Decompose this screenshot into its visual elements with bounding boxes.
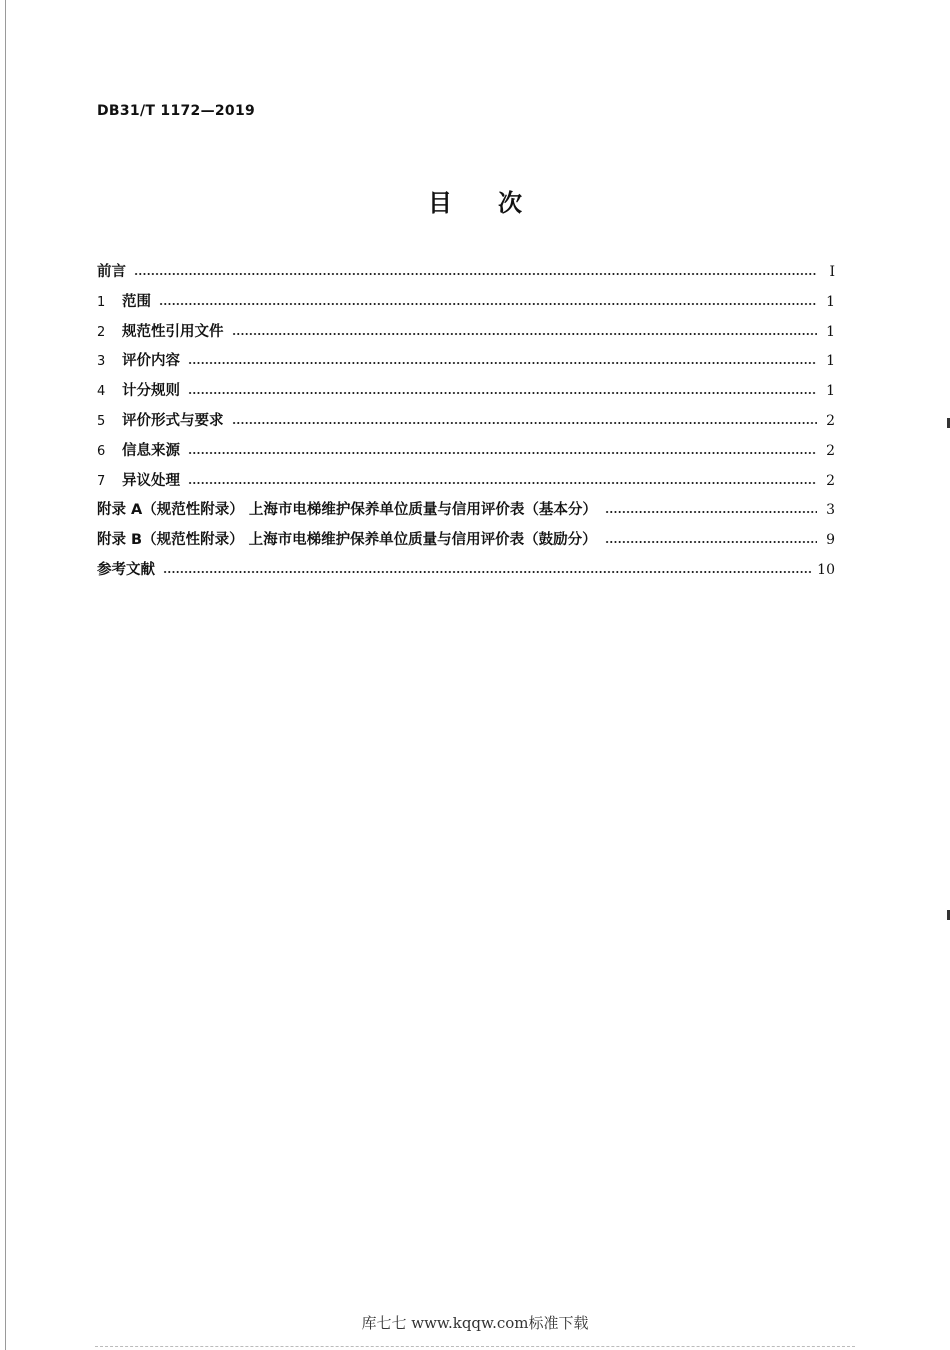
toc-entry-normative-references[interactable] xyxy=(97,320,835,350)
toc-leader-dots xyxy=(605,500,817,514)
toc-entry-foreword[interactable] xyxy=(97,260,835,290)
footer-watermark: 库七七 www.kqqw.com标准下载 xyxy=(361,1314,589,1332)
toc-label: 范围 xyxy=(122,293,151,310)
toc-label: 信息来源 xyxy=(122,442,180,459)
toc-leader-dots xyxy=(232,322,818,336)
document-code: DB31/T 1172—2019 xyxy=(97,103,256,119)
toc-leader-dots xyxy=(163,560,811,574)
toc-number: 1 xyxy=(97,294,106,310)
toc-label: 计分规则 xyxy=(122,383,180,400)
toc-leader-dots xyxy=(159,292,817,306)
toc-label: 异议处理 xyxy=(122,472,180,489)
toc-entry-evaluation-form[interactable] xyxy=(97,409,835,439)
toc-leader-dots xyxy=(605,530,817,544)
toc-page-number: 1 xyxy=(826,293,835,310)
toc-number: 6 xyxy=(97,443,106,459)
toc-number: 3 xyxy=(97,354,106,370)
toc-leader-dots xyxy=(188,351,817,365)
toc-entry-appendix-a[interactable] xyxy=(97,498,835,528)
toc-entry-information-sources[interactable] xyxy=(97,439,835,469)
toc-page-number: 10 xyxy=(817,561,835,578)
toc-number: 7 xyxy=(97,473,106,489)
bottom-divider xyxy=(95,1346,855,1348)
toc-label: 附录 A（规范性附录） 上海市电梯维护保养单位质量与信用评价表（基本分） xyxy=(97,502,597,519)
toc-page-number: 1 xyxy=(826,323,835,340)
toc-entry-scope[interactable] xyxy=(97,290,835,320)
toc-leader-dots xyxy=(188,471,817,485)
toc-leader-dots xyxy=(188,381,817,395)
toc-label: 评价内容 xyxy=(122,353,180,370)
toc-page-number: 2 xyxy=(826,472,835,489)
toc-entry-scoring-rules[interactable] xyxy=(97,379,835,409)
table-of-contents xyxy=(97,260,835,588)
toc-page-number: 3 xyxy=(826,502,835,519)
toc-entry-bibliography[interactable] xyxy=(97,558,835,588)
toc-page-number: 2 xyxy=(826,412,835,429)
toc-label: 参考文献 xyxy=(97,561,155,578)
toc-leader-dots xyxy=(134,262,817,276)
toc-entry-objection-handling[interactable] xyxy=(97,469,835,499)
toc-page-number: 1 xyxy=(826,353,835,370)
title-char-2: 次 xyxy=(498,189,522,217)
toc-leader-dots xyxy=(188,441,817,455)
toc-label: 附录 B（规范性附录） 上海市电梯维护保养单位质量与信用评价表（鼓励分） xyxy=(97,532,597,549)
toc-page-number: 9 xyxy=(826,532,835,549)
toc-label: 前言 xyxy=(97,264,126,280)
toc-page-number: 1 xyxy=(826,383,835,400)
toc-number: 5 xyxy=(97,413,106,429)
toc-label: 规范性引用文件 xyxy=(122,323,224,340)
toc-page-number: 2 xyxy=(826,442,835,459)
toc-entry-evaluation-content[interactable] xyxy=(97,349,835,379)
toc-page-number: Ⅰ xyxy=(829,264,835,280)
title-char-1: 目 xyxy=(428,189,452,217)
toc-number: 2 xyxy=(97,324,106,340)
page-title xyxy=(0,183,950,218)
toc-number: 4 xyxy=(97,384,106,400)
toc-label: 评价形式与要求 xyxy=(122,412,224,429)
toc-entry-appendix-b[interactable] xyxy=(97,528,835,558)
toc-leader-dots xyxy=(232,411,818,425)
